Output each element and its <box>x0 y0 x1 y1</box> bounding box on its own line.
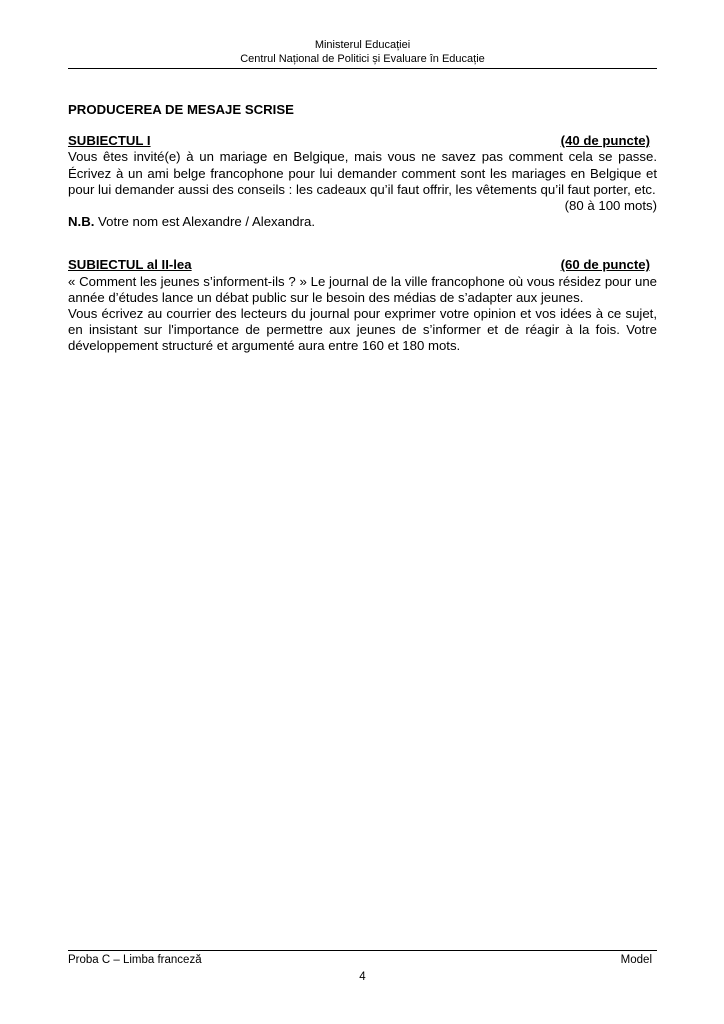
note-label: N.B. <box>68 214 95 230</box>
subject-1-title: SUBIECTUL I <box>68 133 151 149</box>
subject-2-context: « Comment les jeunes s’informent-ils ? » Le journal de la ville francophone où vous résidez pour une année d’études lance un débat public sur le besoin des médias de s’adapter aux jeunes. <box>68 273 657 305</box>
note-text: Votre nom est Alexandre / Alexandra. <box>94 214 316 230</box>
subject-2-heading <box>68 257 657 273</box>
subject-1-points: (40 de puncte) <box>560 133 650 149</box>
footer-exam-name: Proba C – Limba franceză <box>68 954 202 966</box>
subject-2-instructions: Vous écrivez au courrier des lecteurs du journal pour exprimer votre opinion et vos idées à ce sujet, en insistant sur l'importance de permettre aux jeunes de s’informer et de réagir à la fois. Votre développement structuré et argumenté aura entre 160 et 180 mots. <box>68 306 657 354</box>
header-divider <box>68 68 657 69</box>
subject-2 <box>68 257 657 354</box>
footer-model-label: Model <box>620 954 652 966</box>
document-header <box>68 39 657 66</box>
footer-divider <box>68 950 657 951</box>
section-title: PRODUCEREA DE MESAJE SCRISE <box>68 102 294 117</box>
header-center: Centrul Național de Politici și Evaluare în Educație <box>240 52 485 65</box>
subject-1-heading <box>68 133 657 149</box>
header-ministry: Ministerul Educației <box>314 39 411 51</box>
page-number: 4 <box>359 971 366 983</box>
subject-1-word-count: (80 à 100 mots) <box>564 198 657 214</box>
document-body <box>68 102 657 355</box>
subject-2-points: (60 de puncte) <box>560 257 650 273</box>
subject-1 <box>68 133 657 230</box>
subject-2-title: SUBIECTUL al II-lea <box>68 257 192 273</box>
subject-1-note <box>68 214 657 230</box>
subject-1-instructions: Vous êtes invité(e) à un mariage en Belgique, mais vous ne savez pas comment cela se passe. Écrivez à un ami belge francophone pour lui demander comment sont les mariages en Belgique et pour lui demander aussi des conseils : les cadeaux qu’il faut offrir, les vêtements qu’il faut porter, etc. <box>68 149 657 197</box>
